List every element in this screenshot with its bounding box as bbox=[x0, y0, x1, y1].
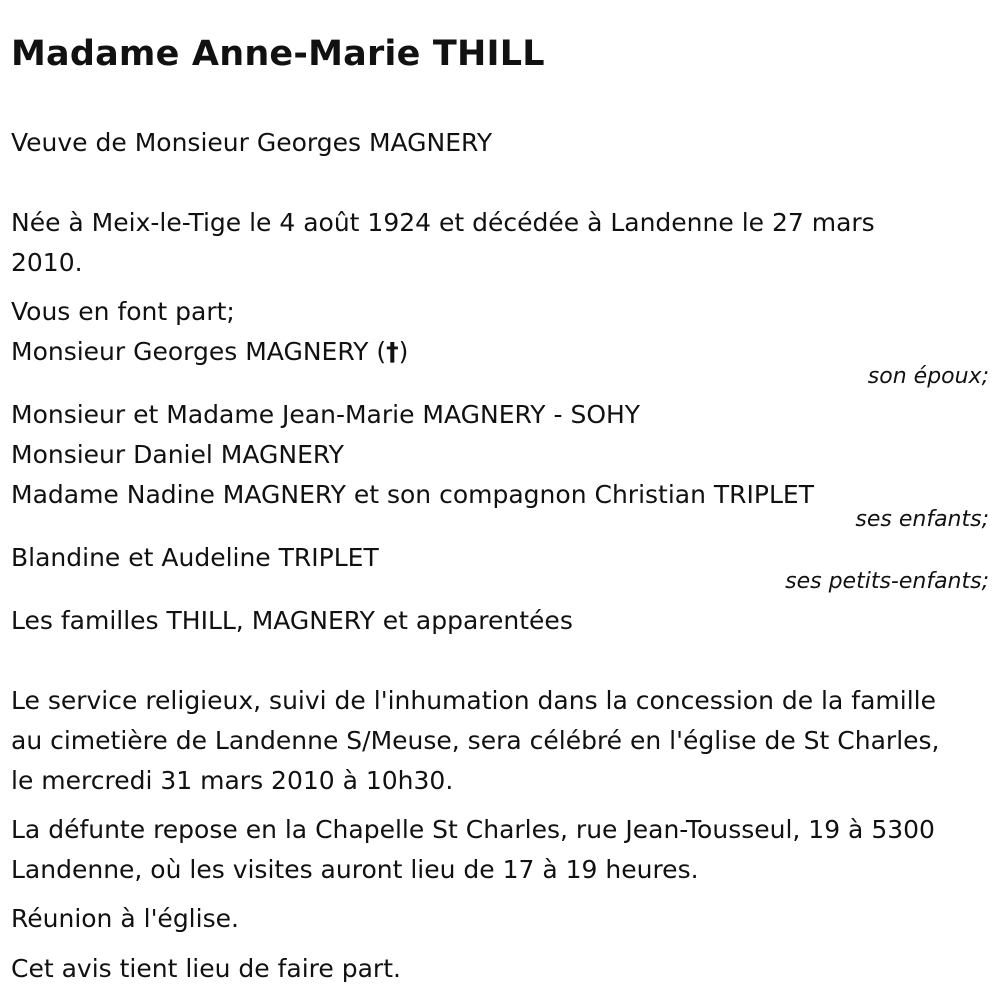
closing-line: Cet avis tient lieu de faire part. bbox=[11, 954, 401, 983]
service-line-3: le mercredi 31 mars 2010 à 10h30. bbox=[11, 766, 454, 795]
child-line-1: Monsieur et Madame Jean-Marie MAGNERY - SOHY bbox=[11, 400, 641, 429]
child-line-2: Monsieur Daniel MAGNERY bbox=[11, 440, 344, 469]
families-line: Les familles THILL, MAGNERY et apparentées bbox=[11, 606, 573, 635]
children-role: ses enfants; bbox=[855, 507, 989, 532]
grandchildren-role: ses petits-enfants; bbox=[785, 569, 989, 594]
husband-role: son époux; bbox=[867, 364, 989, 389]
widow-of-line: Veuve de Monsieur Georges MAGNERY bbox=[11, 128, 493, 157]
service-line-1: Le service religieux, suivi de l'inhumation dans la concession de la famille bbox=[11, 686, 936, 715]
service-line-2: au cimetière de Landenne S/Meuse, sera célébré en l'église de St Charles, bbox=[11, 726, 940, 755]
husband-close-paren: ) bbox=[398, 337, 409, 366]
child-line-3: Madame Nadine MAGNERY et son compagnon Christian TRIPLET bbox=[11, 480, 814, 509]
announce-line: Vous en font part; bbox=[11, 297, 235, 326]
rest-line-2: Landenne, où les visites auront lieu de 17 à 19 heures. bbox=[11, 855, 699, 884]
birth-death-line-2: 2010. bbox=[11, 248, 83, 277]
grandchildren-line: Blandine et Audeline TRIPLET bbox=[11, 543, 379, 572]
meeting-line: Réunion à l'église. bbox=[11, 904, 239, 933]
husband-line bbox=[11, 332, 408, 372]
birth-death-line-1: Née à Meix-le-Tige le 4 août 1924 et décédée à Landenne le 27 mars bbox=[11, 208, 875, 237]
rest-line-1: La défunte repose en la Chapelle St Charles, rue Jean-Tousseul, 19 à 5300 bbox=[11, 815, 935, 844]
notice-title: Madame Anne-Marie THILL bbox=[11, 34, 545, 74]
deceased-cross-icon: † bbox=[386, 337, 399, 366]
husband-name: Monsieur Georges MAGNERY ( bbox=[11, 337, 387, 366]
